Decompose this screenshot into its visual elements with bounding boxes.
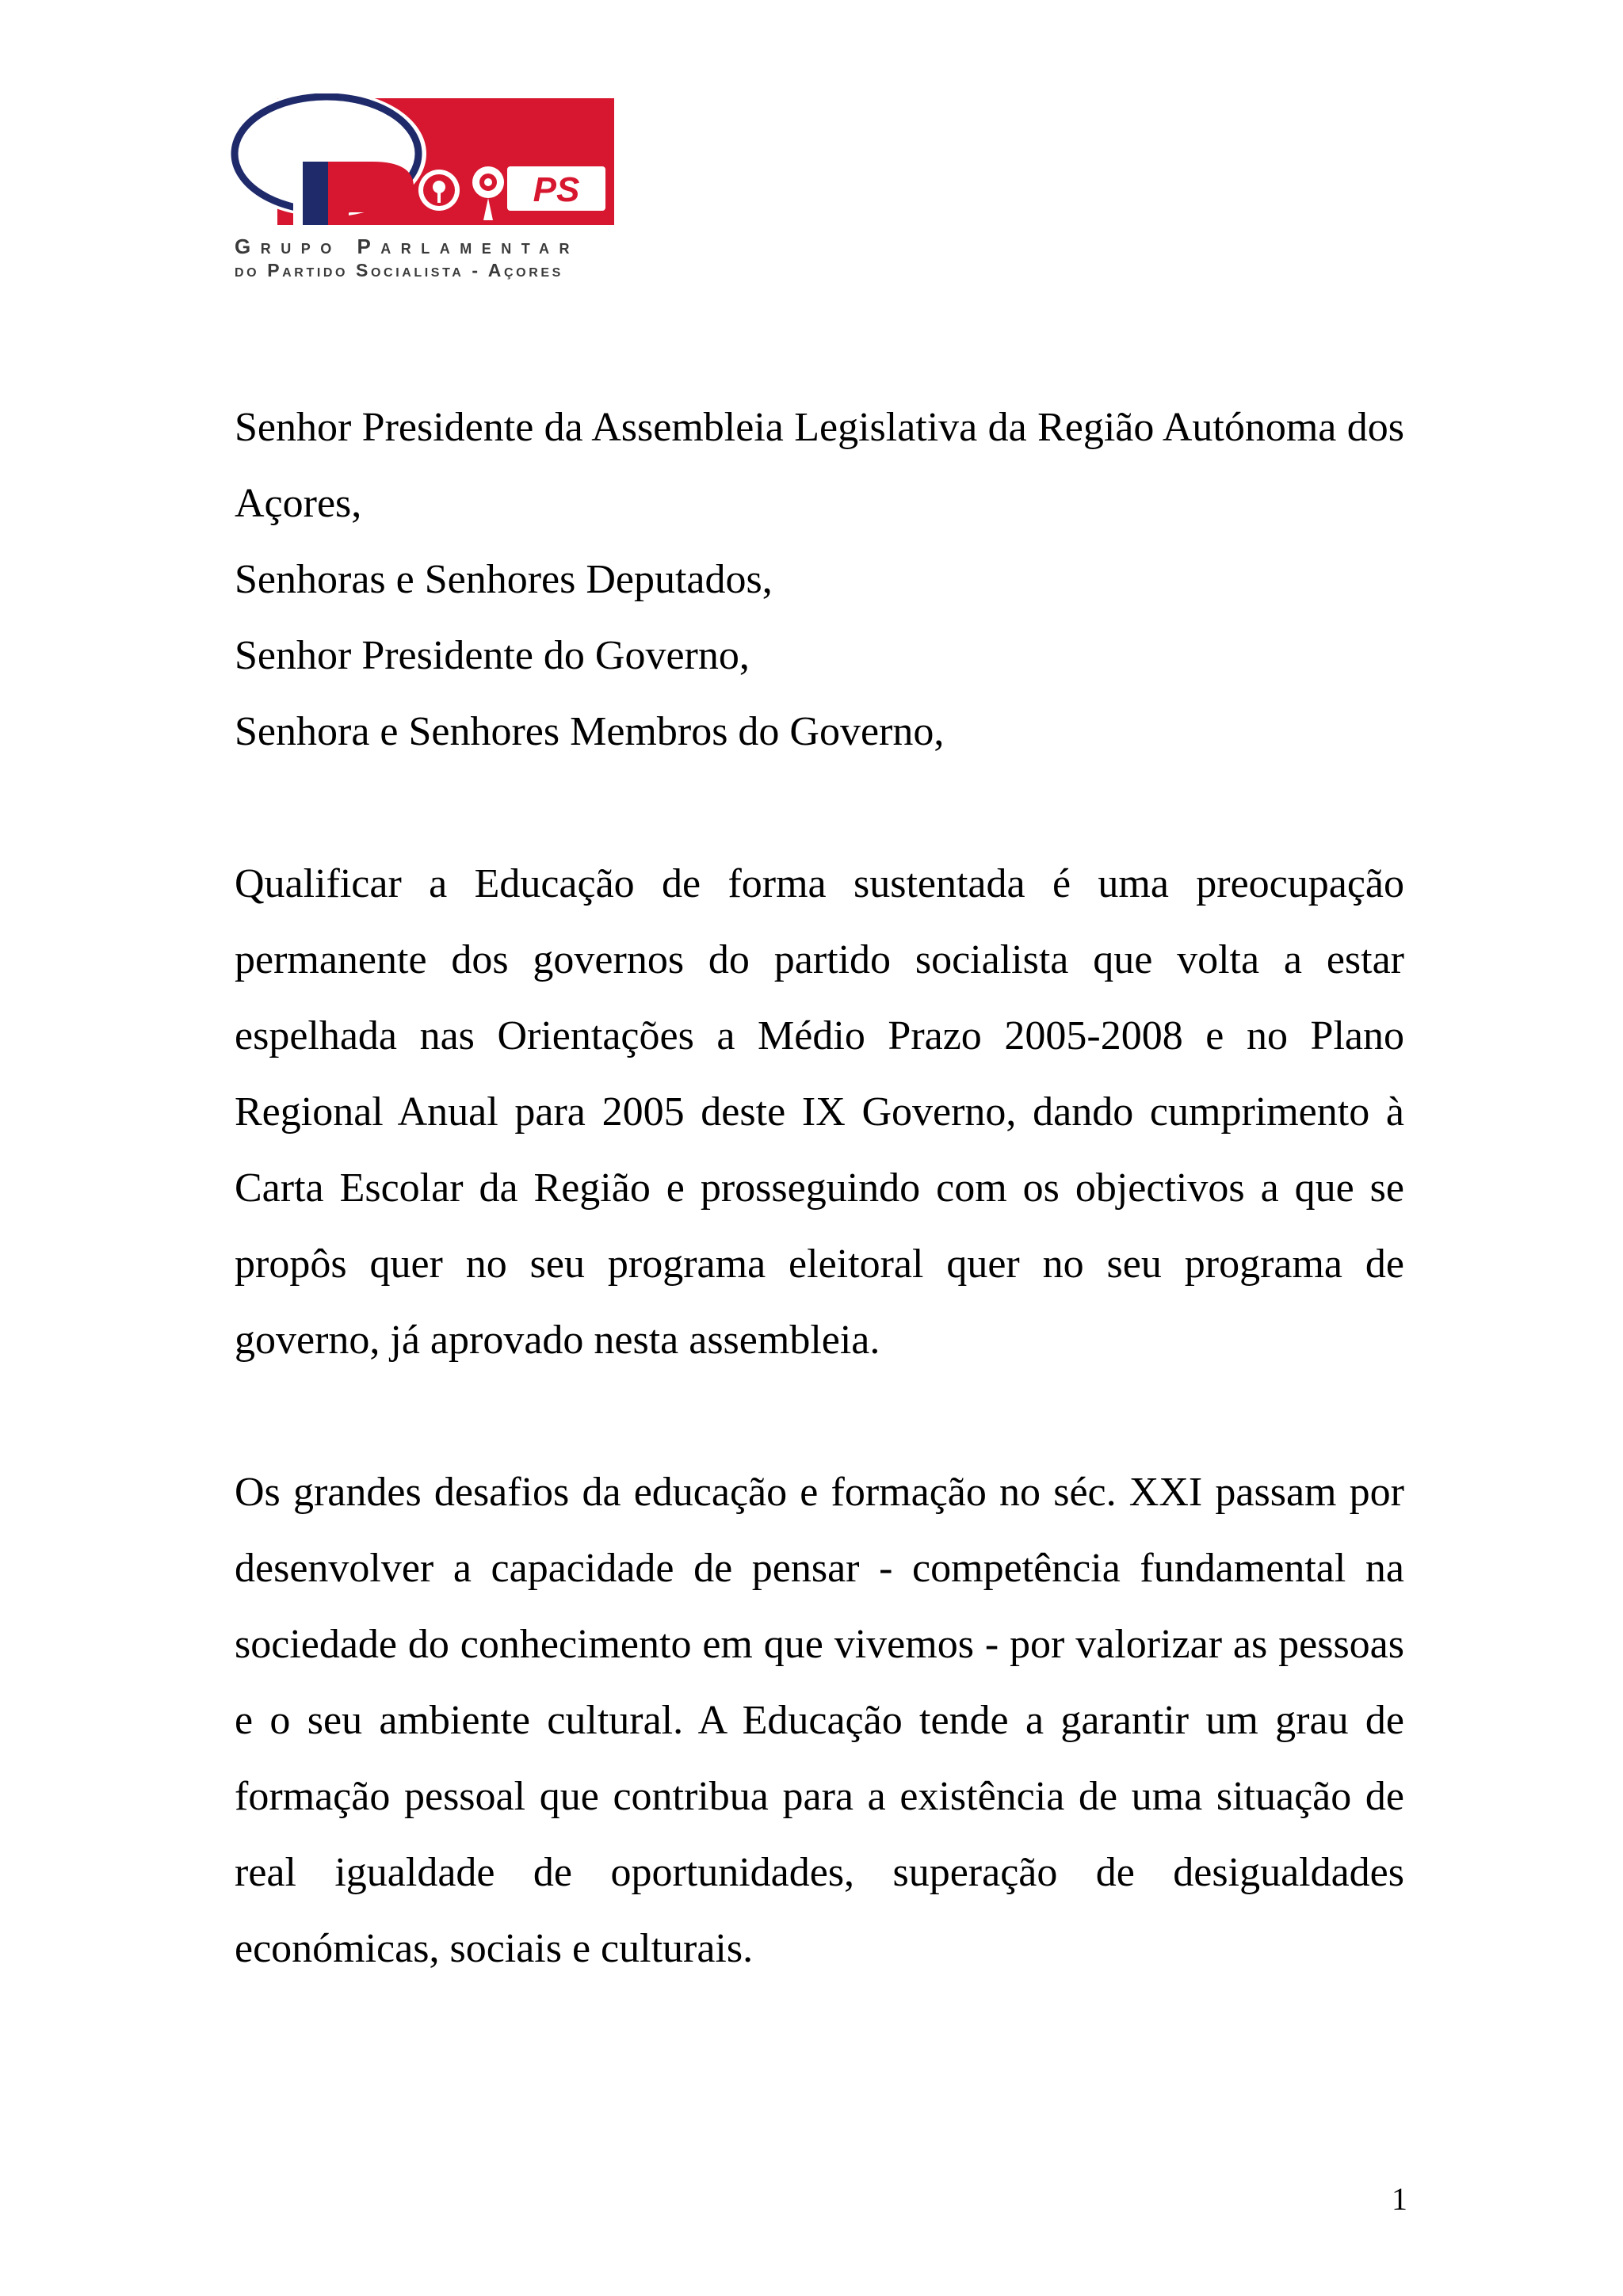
greeting-line: Senhor Presidente do Governo, — [235, 633, 750, 678]
document-body — [235, 390, 1404, 1987]
svg-text:PS: PS — [533, 170, 580, 209]
logo-name-line2: do Partido Socialista - Açores — [235, 260, 563, 280]
body-paragraph: Os grandes desafios da educação e formação no séc. XXI passam por desenvolver a capacidade de pensar - competência fundamental na sociedade do conhecimento em que vivemos - por valorizar as pessoas e o seu ambiente cultural. A Educação tende a garantir um grau de formação pessoal que contribua para a existência de uma situação de real igualdade de oportunidades, superação de desigualdades económicas, sociais e culturais. — [235, 1470, 1404, 1971]
fist-rose-emblem-icon — [418, 170, 460, 211]
greeting-line: Senhora e Senhores Membros do Governo, — [235, 709, 945, 754]
body-paragraph: Qualificar a Educação de forma sustentada é uma preocupação permanente dos governos do partido socialista que volta a estar espelhada nas Orientações a Médio Prazo 2005-2008 e no Plano Regional Anual para 2005 deste IX Governo, dando cumprimento à Carta Escolar da Região e prosseguindo com os objectivos a que se propôs quer no seu programa eleitoral quer no seu programa de governo, já aprovado nesta assembleia. — [235, 861, 1404, 1363]
party-logo — [230, 93, 618, 288]
greeting-line: Senhoras e Senhores Deputados, — [235, 557, 773, 602]
logo-name-line1: Grupo Parlamentar — [235, 235, 579, 258]
logo-graphic — [230, 93, 614, 227]
ps-badge — [507, 166, 605, 211]
page-number: 1 — [1392, 2181, 1407, 2217]
greeting-first-line: Senhor Presidente da Assembleia Legislativa da Região Autónoma dos Açores, — [235, 405, 1404, 526]
